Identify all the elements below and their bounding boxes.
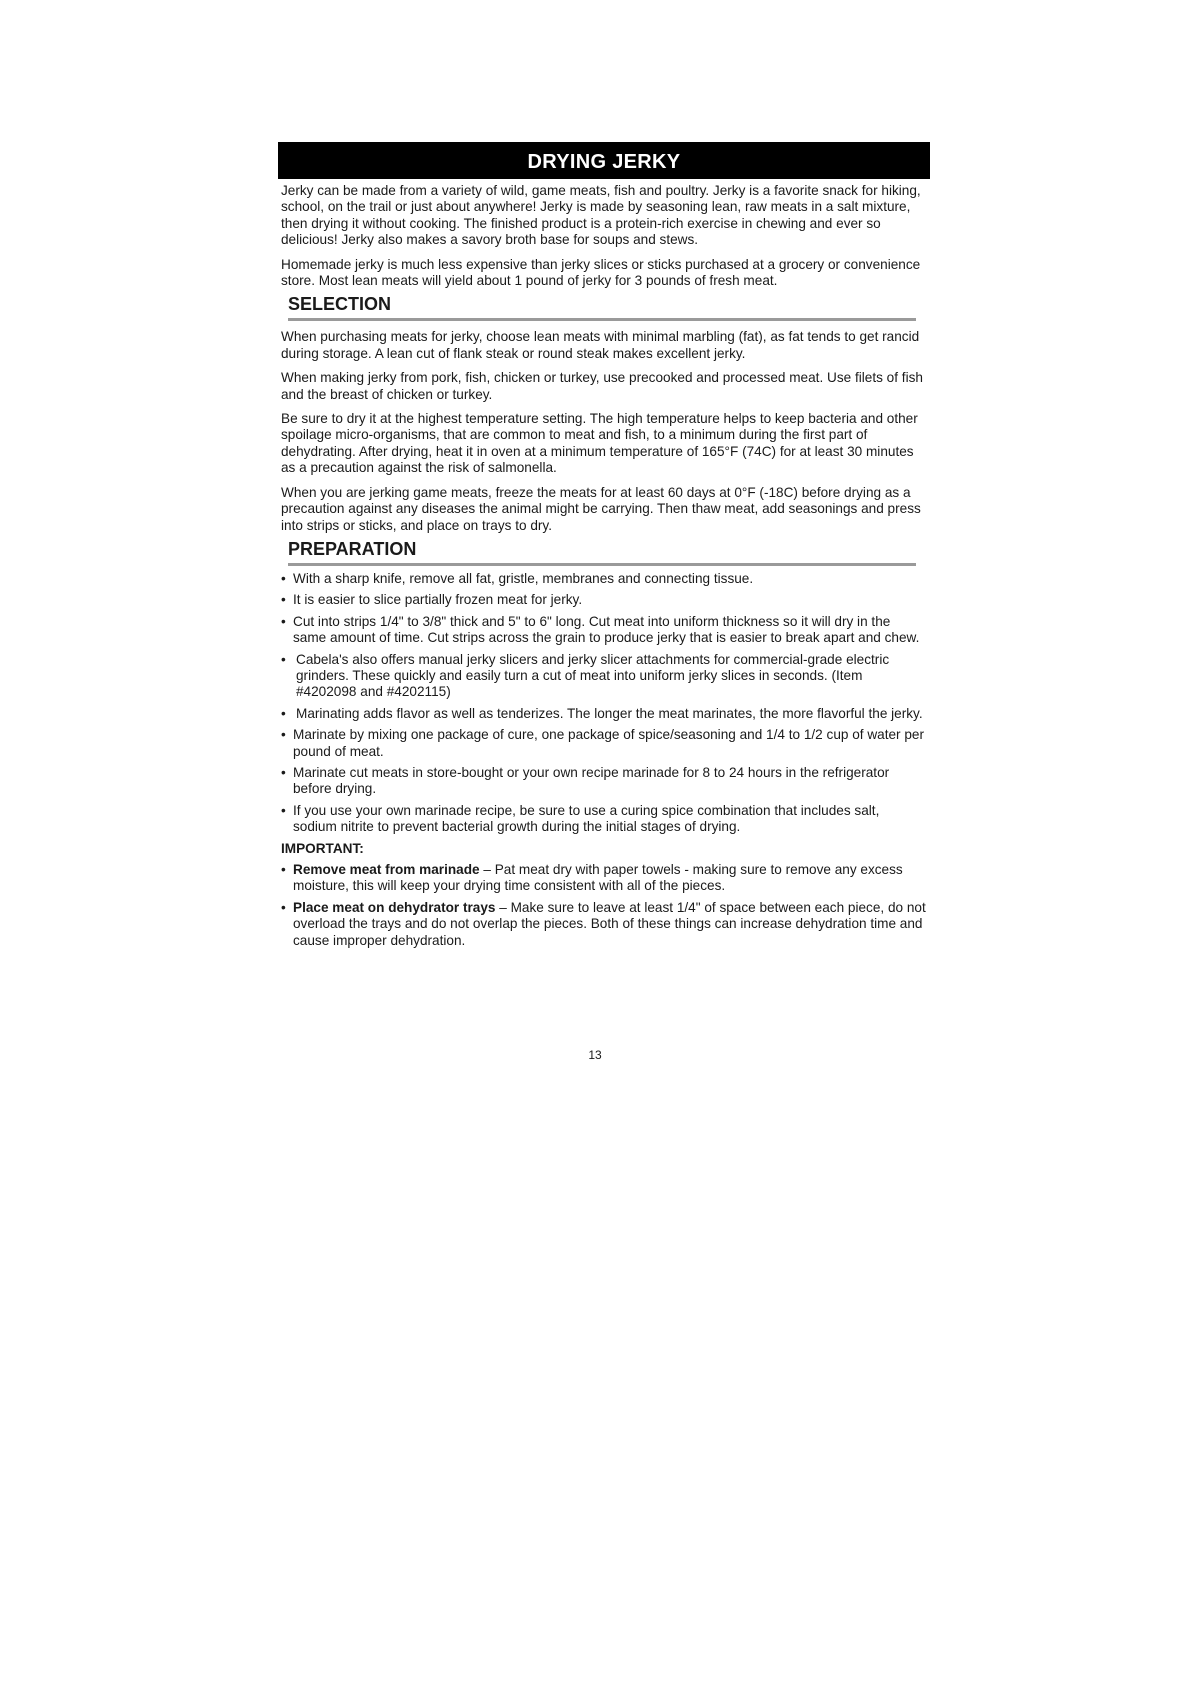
bullet-icon: • (281, 613, 286, 629)
preparation-list-b (281, 652, 926, 723)
preparation-section (278, 571, 930, 949)
important-label: IMPORTANT: (281, 840, 364, 856)
important-list (281, 862, 926, 949)
bullet-icon: • (281, 802, 286, 818)
preparation-heading: PREPARATION (288, 538, 916, 566)
preparation-list-a (281, 571, 926, 647)
preparation-list-c (281, 727, 926, 835)
list-item: • Marinate by mixing one package of cure, one package of spice/seasoning and 1/4 to 1/2 cup of water per pound of meat. (281, 727, 924, 759)
intro-section (278, 183, 930, 289)
bullet-icon: • (281, 727, 286, 743)
selection-paragraph: When purchasing meats for jerky, choose lean meats with minimal marbling (fat), as fat tends to get rancid during storage. A lean cut of flank steak or round steak makes excellent jerky. (281, 329, 920, 361)
bullet-icon: • (281, 899, 286, 915)
bullet-icon: • (281, 651, 286, 667)
list-item: • Marinating adds flavor as well as tenderizes. The longer the meat marinates, the more flavorful the jerky. (281, 705, 923, 721)
list-item: • Cut into strips 1/4" to 3/8" thick and 5" to 6" long. Cut meat into uniform thickness so it will dry in the same amount of time. Cut strips across the grain to produce jerky that is easier to break apart and chew. (281, 613, 920, 646)
list-item: • Remove meat from marinade – Pat meat dry with paper towels - making sure to remove any excess moisture, this will keep your drying time consistent with all of the pieces. (281, 862, 903, 894)
bullet-icon: • (281, 592, 286, 608)
list-item: • With a sharp knife, remove all fat, gristle, membranes and connecting tissue. (281, 570, 754, 586)
list-item: • Cabela's also offers manual jerky slicers and jerky slicer attachments for commercial-grade electric grinders. These quickly and easily turn a cut of meat into uniform jerky slices in seconds. (Item #4202098 and #4202115) (281, 651, 890, 700)
selection-section (278, 329, 930, 533)
selection-paragraph: Be sure to dry it at the highest temperature setting. The high temperature helps to keep bacteria and other spoilage micro-organisms, that are common to meat and fish, to a minimum during the first part of dehydrating. After drying, heat it in oven at a minimum temperature of 165°F (74C) for at least 30 minutes as a precaution against the risk of salmonella. (281, 411, 918, 476)
bullet-icon: • (281, 570, 286, 586)
bullet-icon: • (281, 705, 286, 721)
bullet-icon: • (281, 862, 286, 877)
manual-page (278, 142, 930, 949)
list-item: • It is easier to slice partially frozen meat for jerky. (281, 592, 583, 608)
list-item: • Marinate cut meats in store-bought or your own recipe marinade for 8 to 24 hours in the refrigerator before drying. (281, 764, 890, 797)
selection-paragraph: When you are jerking game meats, freeze the meats for at least 60 days at 0°F (-18C) before drying as a precaution against any diseases the animal might be carrying. Then thaw meat, add seasonings and press into strips or sticks, and place on trays to dry. (281, 484, 921, 533)
page-number: 13 (588, 1048, 602, 1062)
list-item: • If you use your own marinade recipe, be sure to use a curing spice combination that includes salt, sodium nitrite to prevent bacterial growth during the initial stages of drying. (281, 802, 880, 835)
bullet-icon: • (281, 764, 286, 780)
item-lead: Remove meat from marinade (293, 862, 480, 877)
intro-paragraph: Homemade jerky is much less expensive than jerky slices or sticks purchased at a grocery or convenience store. Most lean meats will yield about 1 pound of jerky for 3 pounds of fresh meat. (281, 256, 921, 289)
item-lead: Place meat on dehydrator trays (293, 899, 496, 915)
intro-paragraph: Jerky can be made from a variety of wild, game meats, fish and poultry. Jerky is a favorite snack for hiking, school, on the trail or just about anywhere! Jerky is made by seasoning lean, raw meats in a salt mixture, then drying it without cooking. The finished product is a protein-rich exercise in chewing and ever so delicious! Jerky also makes a savory broth base for soups and stews. (281, 183, 921, 248)
list-item: • Place meat on dehydrator trays – Make sure to leave at least 1/4" of space between each piece, do not overload the trays and do not overlap the pieces. Both of these things can increase dehydration time and cause improper dehydration. (281, 899, 926, 948)
selection-paragraph: When making jerky from pork, fish, chicken or turkey, use precooked and processed meat. Use filets of fish and the breast of chicken or turkey. (281, 370, 923, 402)
selection-heading: SELECTION (288, 293, 916, 321)
page-title: DRYING JERKY (278, 142, 930, 179)
